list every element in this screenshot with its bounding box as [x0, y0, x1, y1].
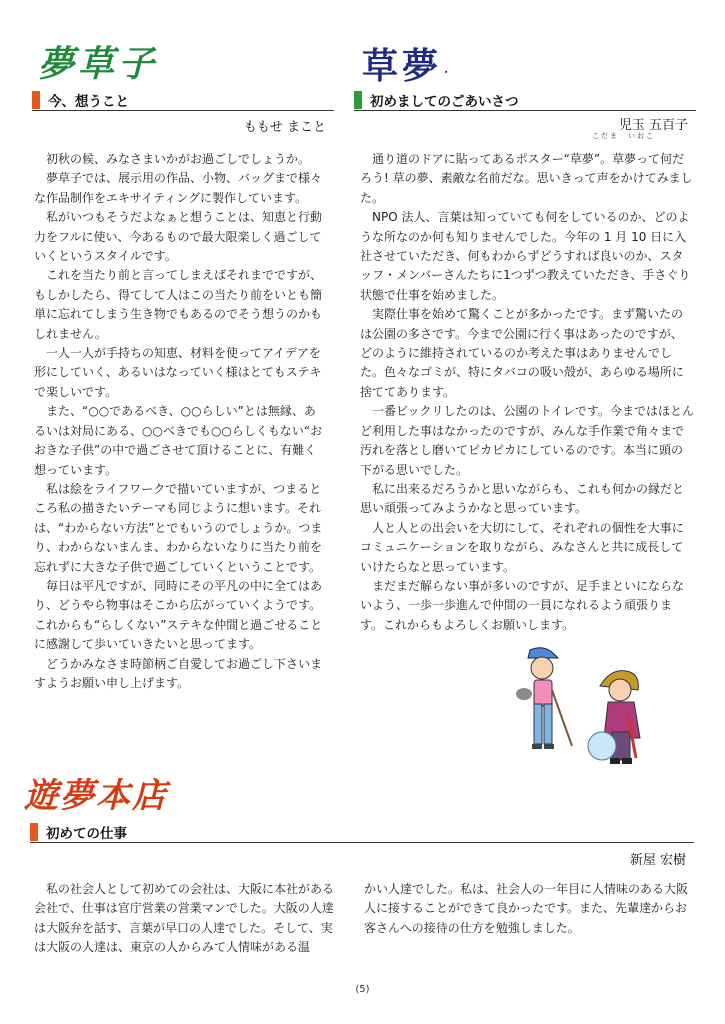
- right-article-body: [360, 150, 694, 635]
- left-article-paragraph: 夢草子では、展示用の作品、小物、バッグまで様々な作品制作をエキサイティングに製作しています。: [34, 171, 323, 205]
- right-article-paragraph: 人と人との出会いを大切にして、それぞれの個性を大事にコミュニケーションを取りながら、みなさんと共に成長していけたらなと思っています。: [360, 520, 684, 574]
- left-article-paragraph: 初秋の候、みなさまいかがお過ごしでしょうか。: [46, 152, 311, 166]
- left-heading-marker: [32, 91, 40, 109]
- right-article-paragraph: NPO 法人、言葉は知っていても何をしているのか、どのような所なのか何も知りませんでした。今年の 1 月 10 日に入社させていただき、何もわからずどうすれば良いのか、スタッフ・メンバーさんたちに1つずつ教えていただき、手さぐり状態で仕事を始めました。: [360, 210, 691, 302]
- left-article-heading-bar: [32, 90, 334, 111]
- right-article-author-ruby: こだま いおこ: [592, 132, 655, 140]
- bottom-article-column-1: [34, 880, 334, 958]
- right-article-heading-bar: [354, 90, 696, 111]
- bottom-article-author: 新屋 宏樹: [629, 853, 686, 868]
- right-article-author: 児玉 五百子: [618, 118, 688, 133]
- right-article-title: 初めましてのごあいさつ: [370, 94, 519, 110]
- right-article-paragraph: 一番ビックリしたのは、公園のトイレです。今まではほとんど利用した事はなかったのですが、みんな手作業で角々まで汚れを落とし磨いてピカピカにしているのです。本当に頭の下がる思いでした。: [360, 404, 694, 477]
- soumu-logo-dot: .: [444, 62, 453, 76]
- left-article-title: 今、想うこと: [48, 94, 129, 110]
- soumu-logo: [362, 38, 452, 89]
- left-article-paragraph: 毎日は平凡ですが、同時にその平凡の中に全てはあり、どうやら物事はそこから広がっていくようです。これからも“らしくない”ステキな仲間と過ごせることに感謝して歩いていきたいと思ってます。: [34, 578, 323, 652]
- cleaning-people-illustration: [508, 646, 658, 770]
- right-heading-marker: [354, 91, 362, 109]
- soumu-logo-text: 草夢: [362, 45, 443, 87]
- left-article-paragraph: 私がいつもそうだよなぁと想うことは、知恵と行動力をフルに使い、今あるもので最大限楽しく過ごしていくというスタイルです。: [34, 210, 323, 264]
- bottom-article-col2-text: かい人達でした。私は、社会人の一年目に人情味のある大阪人に接することができて良かったです。また、先輩達からお客さんへの接待の仕方を勉強しました。: [364, 882, 689, 935]
- left-article-body: [34, 150, 326, 693]
- right-article-paragraph: 実際仕事を始めて驚くことが多かったです。まず驚いたのは公園の多さです。今まで公園に行く事はあったのですが、どのように維持されているのか考えた事はありませんでした。色々なゴミが、特にタバコの吸い殻が、あらゆる場所に捨ててあります。: [360, 307, 684, 399]
- right-article-paragraph: 通り道のドアに貼ってあるポスター“草夢”。草夢って何だろう! 草の夢、素敵な名前だな。思いきって声をかけてみました。: [360, 152, 693, 205]
- asobi-mu-honten-logo: 遊夢本店: [24, 776, 168, 816]
- bottom-heading-marker: [30, 823, 38, 841]
- right-article-paragraph: 私に出来るだろうかと思いながらも、これも何かの縁だと思い頑張ってみようかなと思っています。: [360, 481, 685, 516]
- left-article-paragraph: また、“○○であるべき、○○らしい”とは無縁、あるいは対局にある、○○べきでも○○らしくもない“おおきな子供”の中で過ごさせて頂けることに、有難く想っています。: [34, 404, 323, 477]
- bottom-article-title: 初めての仕事: [46, 826, 127, 842]
- left-article-paragraph: これを当たり前と言ってしまえばそれまでですが、もしかしたら、得てして人はこの当たり前をいとも簡単に忘れてしまう生き物でもあるのでそう想うのかもしれません。: [34, 268, 323, 341]
- bottom-article-col1-text: 私の社会人として初めての会社は、大阪に本社がある会社で、仕事は官庁営業の営業マンでした。大阪の人達は大阪弁を話す、言葉が早口の人達でした。そして、実は大阪の人達は、東京の人からみて人情味がある温: [34, 882, 335, 955]
- bottom-article-column-2: [364, 880, 694, 938]
- yume-soushi-logo: 夢草子: [38, 43, 159, 85]
- left-article-author: ももせ まこと: [243, 120, 326, 135]
- page-number: (5): [355, 984, 370, 995]
- bottom-article-heading-bar: [30, 822, 694, 843]
- left-article-paragraph: 一人一人が手持ちの知恵、材料を使ってアイデアを形にしていく、あるいはなっていく様はとてもステキで楽しいです。: [34, 346, 322, 399]
- right-article-paragraph: まだまだ解らない事が多いのですが、足手まといにならないよう、一歩一歩進んで仲間の一員になれるよう頑張ります。これからもよろしくお願いします。: [360, 578, 685, 632]
- left-article-paragraph: 私は絵をライフワークで描いていますが、つまるところ私の描きたいテーマも同じように想います。それは、“わからない方法”とでもいうのでしょうか。つまり、わからないまんま、わからないなりに当たり前を忘れずに大きな子供で過ごしていくということです。: [34, 481, 323, 574]
- left-article-paragraph: どうかみなさま時節柄ご自愛してお過ごし下さいますようお願い申し上げます。: [34, 656, 323, 690]
